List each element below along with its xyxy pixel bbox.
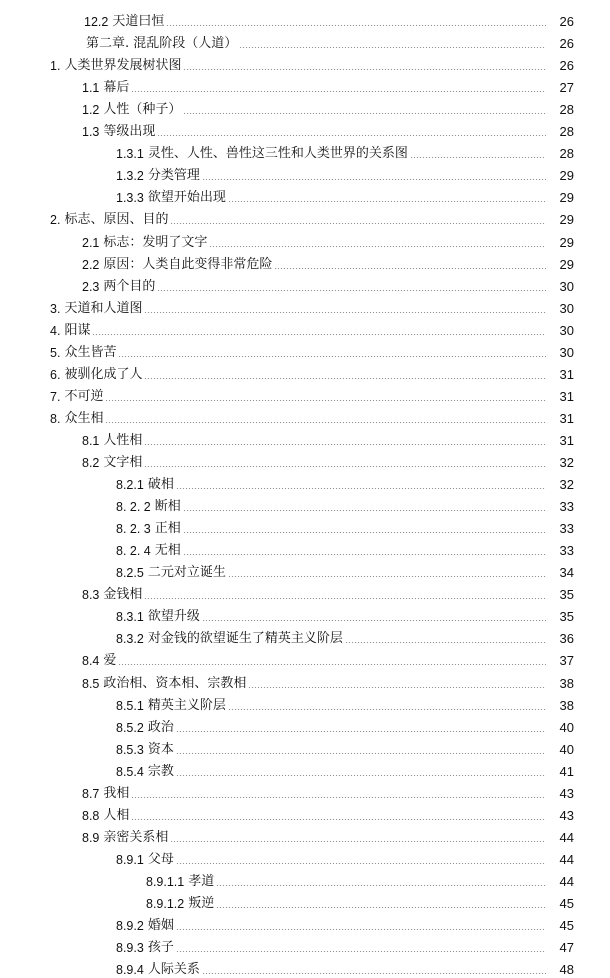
- dot-leader: [228, 576, 546, 577]
- toc-entry-page: 30: [559, 322, 574, 338]
- toc-entry[interactable]: [0, 317, 610, 339]
- dot-leader: [157, 290, 546, 291]
- toc-entry-page: 45: [559, 896, 574, 911]
- toc-entry-title: 原因：人类自此变得非常危险: [103, 256, 273, 272]
- toc-entry-number: 8.3.2: [116, 632, 144, 647]
- toc-entry-title: 不可逆: [64, 388, 104, 404]
- toc-entry[interactable]: [0, 625, 610, 647]
- toc-entry-number: 2.1: [82, 235, 100, 250]
- toc-entry-title: 人性（种子）: [103, 102, 182, 118]
- toc-entry[interactable]: [0, 692, 610, 714]
- toc-entry-page: 30: [559, 278, 574, 294]
- toc-entry[interactable]: [0, 581, 610, 603]
- toc-entry-title: 被驯化成了人: [64, 366, 143, 382]
- toc-entry[interactable]: [0, 184, 610, 206]
- toc-entry[interactable]: [0, 140, 610, 162]
- toc-entry-number: 1.: [50, 59, 61, 74]
- toc-entry-page: 44: [559, 851, 574, 867]
- dot-leader: [176, 488, 546, 489]
- toc-entry-page: 28: [559, 124, 574, 140]
- toc-entry-title: 人际关系: [147, 962, 200, 978]
- toc-entry-title: 标志：发明了文字: [103, 234, 208, 250]
- toc-entry-title: 断相: [154, 499, 181, 515]
- toc-entry-title: 天道和人道图: [64, 300, 143, 316]
- toc-entry-title: 叛逆: [188, 896, 215, 911]
- dot-leader: [105, 400, 546, 401]
- toc-entry[interactable]: [0, 758, 610, 780]
- toc-entry[interactable]: [0, 670, 610, 692]
- toc-entry-number: 8.5.4: [116, 764, 144, 779]
- toc-entry-title: 资本: [147, 741, 174, 757]
- toc-entry-number: 8. 2. 2: [116, 500, 151, 515]
- toc-entry-page: 31: [559, 432, 574, 448]
- toc-entry[interactable]: [0, 339, 610, 361]
- toc-entry[interactable]: [0, 295, 610, 317]
- toc-entry[interactable]: [0, 427, 610, 449]
- dot-leader: [274, 268, 546, 269]
- toc-entry-page: 47: [559, 940, 574, 956]
- toc-entry-page: 26: [559, 58, 574, 74]
- dot-leader: [202, 973, 546, 974]
- toc-entry-page: 32: [559, 477, 574, 493]
- dot-leader: [131, 797, 546, 798]
- dot-leader: [176, 753, 546, 754]
- toc-entry-title: 人相: [103, 807, 130, 823]
- dot-leader: [248, 687, 546, 688]
- toc-entry-number: 8.9.4: [116, 963, 144, 978]
- dot-leader: [183, 113, 546, 114]
- toc-entry[interactable]: [0, 30, 610, 52]
- toc-entry[interactable]: [0, 493, 610, 515]
- toc-entry-number: 8. 2. 4: [116, 544, 151, 559]
- toc-entry-page: 34: [559, 565, 574, 581]
- toc-entry[interactable]: [0, 559, 610, 581]
- toc-entry[interactable]: [0, 956, 610, 978]
- dot-leader: [92, 334, 546, 335]
- toc-entry-number: 8.2.1: [116, 478, 144, 493]
- toc-entry[interactable]: [0, 868, 610, 890]
- dot-leader: [228, 709, 546, 710]
- toc-entry-page: 37: [559, 653, 574, 669]
- toc-entry[interactable]: [0, 934, 610, 956]
- toc-entry-page: 26: [559, 14, 574, 29]
- toc-entry-number: 8.9.2: [116, 919, 144, 934]
- toc-entry-number: 8.: [50, 411, 61, 426]
- toc-entry-number: 8.1: [82, 433, 100, 448]
- toc-entry-number: 8.5.2: [116, 720, 144, 735]
- dot-leader: [144, 378, 546, 379]
- dot-leader: [170, 841, 546, 842]
- toc-entry-title: 金钱相: [103, 587, 143, 603]
- toc-entry-page: 28: [559, 146, 574, 162]
- toc-entry-number: 8.5.1: [116, 698, 144, 713]
- toc-entry-number: 8.9.1.2: [146, 897, 185, 911]
- toc-entry-title: 对金钱的欲望诞生了精英主义阶层: [147, 631, 343, 647]
- toc-entry[interactable]: [0, 912, 610, 934]
- toc-entry[interactable]: [0, 603, 610, 625]
- toc-entry-title: 二元对立诞生: [147, 565, 226, 581]
- dot-leader: [105, 422, 546, 423]
- toc-entry-title: 幕后: [103, 80, 130, 96]
- toc-entry[interactable]: [0, 714, 610, 736]
- toc-entry-page: 44: [559, 873, 574, 889]
- toc-entry[interactable]: [0, 206, 610, 228]
- toc-entry-title: 正相: [154, 521, 181, 537]
- toc-entry-title: 标志、原因、目的: [64, 212, 169, 228]
- toc-entry-page: 31: [559, 366, 574, 382]
- dot-leader: [144, 598, 546, 599]
- toc-entry-title: 政治相、资本相、宗教相: [103, 675, 247, 691]
- dot-leader: [183, 532, 546, 533]
- toc-entry-page: 48: [559, 962, 574, 978]
- dot-leader: [144, 312, 546, 313]
- toc-entry-title: 亲密关系相: [103, 829, 169, 845]
- dot-leader: [170, 223, 546, 224]
- dot-leader: [166, 25, 546, 26]
- toc-entry-title: 灵性、人性、兽性这三性和人类世界的关系图: [147, 146, 408, 162]
- toc-entry-number: 2.: [50, 213, 61, 228]
- toc-entry-number: 5.: [50, 345, 61, 360]
- toc-entry-number: 8.7: [82, 786, 100, 801]
- toc-entry[interactable]: [0, 647, 610, 669]
- toc-entry[interactable]: [0, 780, 610, 802]
- toc-entry-number: 1.3.1: [116, 147, 144, 162]
- toc-entry-page: 45: [559, 918, 574, 934]
- toc-entry[interactable]: [0, 273, 610, 295]
- dot-leader: [176, 929, 546, 930]
- toc-entry-title: 政治: [147, 719, 174, 735]
- toc-entry-page: 44: [559, 829, 574, 845]
- toc-entry[interactable]: [0, 405, 610, 427]
- toc-entry[interactable]: [0, 229, 610, 251]
- dot-leader: [176, 731, 546, 732]
- toc-entry-page: 33: [559, 543, 574, 559]
- dot-leader: [176, 951, 546, 952]
- toc-entry-page: 43: [559, 785, 574, 801]
- toc-entry-title: 欲望开始出现: [147, 190, 226, 206]
- toc-entry-number: 12.2: [84, 15, 109, 29]
- toc-entry[interactable]: [0, 8, 610, 30]
- toc-entry-page: 28: [559, 102, 574, 118]
- toc-entry-number: 8.3.1: [116, 610, 144, 625]
- toc-entry[interactable]: [0, 118, 610, 140]
- dot-leader: [209, 246, 546, 247]
- toc-entry-number: 1.3: [82, 125, 100, 140]
- toc-entry-page: 27: [559, 80, 574, 96]
- toc-entry-page: 30: [559, 300, 574, 316]
- toc-entry-page: 43: [559, 807, 574, 823]
- toc-entry-page: 26: [559, 36, 574, 52]
- toc-entry-title: 等级出现: [103, 124, 156, 140]
- toc-entry-number: 8.2.5: [116, 566, 144, 581]
- toc-entry-page: 29: [559, 190, 574, 206]
- toc-entry-page: 31: [559, 410, 574, 426]
- toc-entry[interactable]: [0, 890, 610, 912]
- toc-entry-title: 天道曰恒: [112, 14, 165, 29]
- toc-entry-number: 8.5: [82, 676, 100, 691]
- toc-entry-page: 29: [559, 234, 574, 250]
- toc-entry-title: 人类世界发展树状图: [64, 58, 182, 74]
- toc-entry-number: 3.: [50, 301, 61, 316]
- dot-leader: [144, 466, 546, 467]
- toc-entry-number: 8.9.1: [116, 852, 144, 867]
- dot-leader: [144, 444, 546, 445]
- toc-entry[interactable]: [0, 96, 610, 118]
- toc-entry-page: 36: [559, 631, 574, 647]
- toc-entry-page: 29: [559, 256, 574, 272]
- toc-entry-page: 30: [559, 344, 574, 360]
- dot-leader: [216, 885, 546, 886]
- toc-entry-number: 6.: [50, 367, 61, 382]
- toc-entry-title: 孝道: [188, 873, 215, 889]
- toc-entry-number: 2.2: [82, 257, 100, 272]
- toc-entry-page: 35: [559, 587, 574, 603]
- toc-entry-title: 破相: [147, 477, 174, 493]
- dot-leader: [216, 907, 546, 908]
- toc-entry-page: 29: [559, 212, 574, 228]
- toc-entry-number: 8.2: [82, 456, 100, 470]
- toc-entry[interactable]: [0, 162, 610, 184]
- toc-entry-title: 精英主义阶层: [147, 697, 226, 713]
- dot-leader: [202, 620, 546, 621]
- dot-leader: [176, 863, 546, 864]
- toc-entry-number: 8. 2. 3: [116, 522, 151, 537]
- dot-leader: [118, 356, 546, 357]
- dot-leader: [183, 69, 546, 70]
- dot-leader: [239, 47, 546, 48]
- toc-entry[interactable]: [0, 383, 610, 405]
- toc-entry[interactable]: [0, 846, 610, 868]
- toc-entry[interactable]: [0, 537, 610, 559]
- toc-entry-title: 众生皆苦: [64, 344, 117, 360]
- toc-entry[interactable]: [0, 824, 610, 846]
- toc-entry-page: 32: [559, 455, 574, 470]
- toc-entry[interactable]: [0, 74, 610, 96]
- toc-entry-page: 40: [559, 741, 574, 757]
- toc-entry[interactable]: [0, 251, 610, 273]
- toc-entry-title: 分类管理: [147, 168, 200, 184]
- toc-entry-page: 29: [559, 168, 574, 184]
- toc-entry-page: 33: [559, 499, 574, 515]
- toc-entry[interactable]: [0, 449, 610, 471]
- toc-entry[interactable]: [0, 515, 610, 537]
- toc-entry-number: 1.2: [82, 103, 100, 118]
- toc-entry-number: 8.4: [82, 654, 100, 669]
- dot-leader: [131, 91, 546, 92]
- toc-entry-page: 40: [559, 719, 574, 735]
- toc-entry-number: 8.8: [82, 808, 100, 823]
- dot-leader: [157, 135, 546, 136]
- toc-entry-page: 41: [559, 763, 574, 779]
- toc-entry[interactable]: [0, 361, 610, 383]
- toc-entry-title: 无相: [154, 543, 181, 559]
- toc-entry-number: 7.: [50, 389, 61, 404]
- toc-entry-page: 33: [559, 521, 574, 537]
- toc-entry-page: 38: [559, 675, 574, 691]
- toc-entry-number: 8.9: [82, 830, 100, 845]
- toc-entry-title: 人性相: [103, 432, 143, 448]
- toc-entry-title: 孩子: [147, 940, 174, 956]
- dot-leader: [118, 664, 546, 665]
- toc-entry-title: 欲望升级: [147, 609, 200, 625]
- dot-leader: [183, 554, 546, 555]
- dot-leader: [131, 819, 546, 820]
- toc-entry-title: 两个目的: [103, 278, 156, 294]
- toc-entry-number: 1.3.2: [116, 169, 144, 184]
- toc-entry-title: 婚姻: [147, 918, 174, 934]
- toc-entry-number: 4.: [50, 323, 61, 338]
- toc-entry[interactable]: [0, 736, 610, 758]
- toc-entry-title: 爱: [103, 653, 117, 669]
- toc-entry[interactable]: [0, 802, 610, 824]
- dot-leader: [228, 201, 546, 202]
- toc-entry[interactable]: [0, 471, 610, 493]
- toc-entry-number: 2.3: [82, 279, 100, 294]
- toc-entry-title: 宗教: [147, 763, 174, 779]
- dot-leader: [176, 775, 546, 776]
- dot-leader: [410, 157, 546, 158]
- toc-entry-page: 38: [559, 697, 574, 713]
- toc-entry-title: 我相: [103, 785, 130, 801]
- toc-entry-number: 1.3.3: [116, 191, 144, 206]
- toc-entry-title: 第二章. 混乱阶段（人道）: [86, 36, 238, 52]
- toc-entry-page: 35: [559, 609, 574, 625]
- toc-entry-title: 文字相: [103, 455, 143, 470]
- toc-entry-title: 父母: [147, 851, 174, 867]
- toc-entry[interactable]: [0, 52, 610, 74]
- toc-entry-number: 8.5.3: [116, 742, 144, 757]
- toc-entry-number: 8.9.1.1: [146, 874, 185, 889]
- dot-leader: [202, 179, 546, 180]
- toc-entry-title: 众生相: [64, 410, 104, 426]
- toc-entry-title: 阳谋: [64, 322, 91, 338]
- toc-entry-number: 8.3: [82, 588, 100, 603]
- dot-leader: [345, 642, 546, 643]
- dot-leader: [183, 510, 546, 511]
- toc-entry-number: 8.9.3: [116, 941, 144, 956]
- toc-entry-page: 31: [559, 388, 574, 404]
- toc-entry-number: 1.1: [82, 81, 100, 96]
